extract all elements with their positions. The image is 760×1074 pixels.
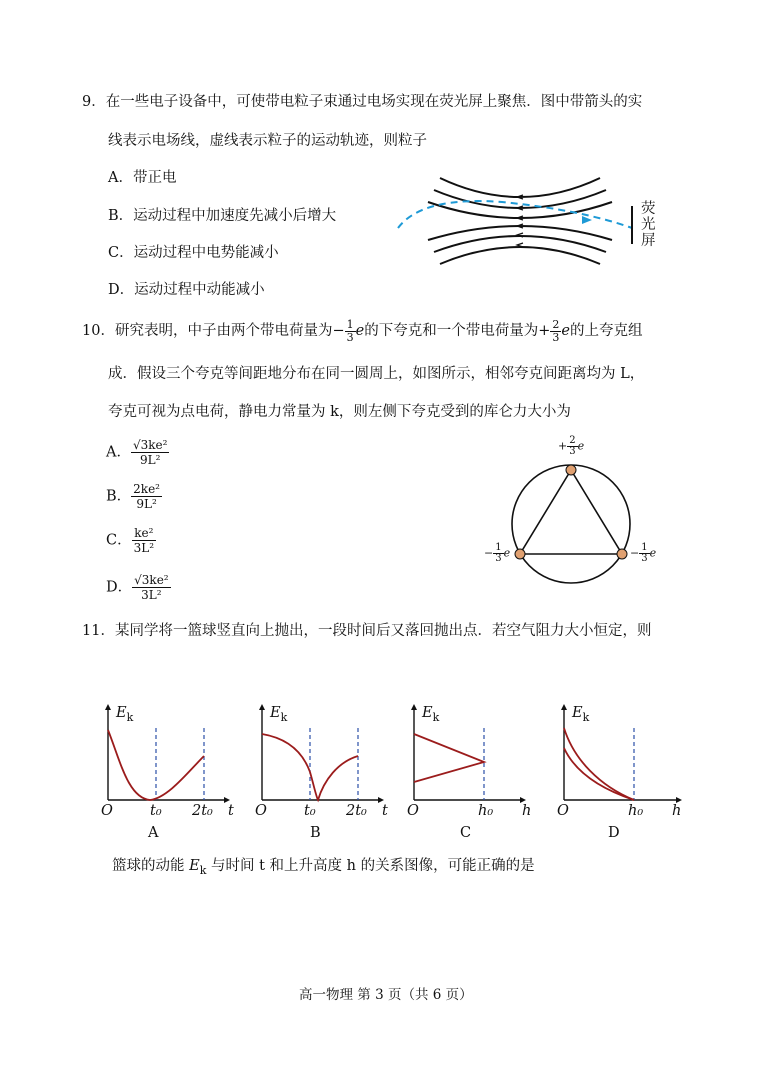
q9-option-d — [108, 281, 265, 299]
graph-a-tick1: t₀ — [150, 803, 162, 819]
q10-option-a: A． $\frac{\text{√3ke²}}{\text{9L²}}$ — [106, 438, 168, 467]
graph-d-ylabel: $E_k$ — [572, 705, 590, 724]
screen-label: 荧 光 屏 — [641, 201, 656, 249]
field-line — [440, 247, 600, 264]
ek-curve-down — [564, 748, 634, 800]
option-text: 运动过程中电势能减小 — [133, 245, 279, 261]
graph-c-xlabel: h — [522, 803, 532, 819]
particle-trajectory — [398, 201, 632, 228]
q9-stem-line1: 9．在一些电子设备中，可使带电粒子束通过电场实现在荧光屏上聚焦．图中带箭头的实 — [82, 94, 643, 110]
field-line — [440, 178, 600, 197]
q9-stem-line2: 线表示电场线，虚线表示粒子的运动轨迹，则粒子 — [108, 133, 427, 149]
option-letter: A． — [108, 170, 133, 186]
down-quark-left — [515, 549, 525, 559]
q9-option-b — [108, 207, 336, 225]
graph-d-label: D — [608, 825, 620, 841]
graph-a-ylabel: $E_k$ — [116, 705, 134, 724]
graph-d-origin: O — [557, 803, 569, 819]
graph-b-tick1: t₀ — [304, 803, 316, 819]
graph-b-xlabel: t — [382, 803, 388, 819]
graph-c-tick: h₀ — [478, 803, 494, 819]
option-fraction: $\frac{\text{2ke²}}{\text{9L²}}$ — [133, 482, 160, 511]
q10-stem-line3: 夸克可视为点电荷，静电力常量为 k，则左侧下夸克受到的库仑力大小为 — [108, 404, 571, 420]
circle — [512, 465, 630, 583]
graph-c-origin: O — [407, 803, 419, 819]
graph-c-ylabel: $E_k$ — [422, 705, 440, 724]
graph-a-label: A — [148, 825, 159, 841]
q10-stem-line2: 成．假设三个夸克等间距地分布在同一圆周上，如图所示，相邻夸克间距离均为 L， — [108, 366, 645, 382]
option-text: 运动过程中动能减小 — [134, 282, 265, 298]
option-letter: D． — [108, 282, 135, 298]
q9-option-c — [108, 244, 279, 262]
option-fraction: $\frac{\text{√3ke²}}{\text{9L²}}$ — [132, 438, 168, 467]
right-quark-label: − $\frac{1}{3}$ e — [630, 542, 657, 564]
option-letter: B． — [108, 208, 134, 224]
fraction: $\frac{1}{3}$ — [346, 317, 354, 344]
q10-option-b: B． $\frac{\text{2ke²}}{\text{9L²}}$ — [106, 482, 160, 511]
up-quark-label: + $\frac{2}{3}$ e — [558, 435, 585, 457]
graph-d-tick: h₀ — [628, 803, 644, 819]
down-quark-right — [617, 549, 627, 559]
graph-b-origin: O — [255, 803, 267, 819]
page-footer: 高一物理 第 3 页（共 6 页） — [299, 987, 473, 1003]
option-letter: C． — [108, 245, 134, 261]
graph-d-xlabel: h — [672, 803, 682, 819]
q10-option-c: C． $\frac{\text{ke²}}{\text{3L²}}$ — [106, 526, 155, 555]
q11-stem: 11．某同学将一篮球竖直向上抛出，一段时间后又落回抛出点．若空气阻力大小恒定，则 — [82, 623, 652, 639]
q9-field-diagram — [392, 172, 672, 276]
triangle — [520, 470, 622, 554]
fraction: $\frac{2}{3}$ — [552, 317, 560, 344]
option-text: 带正电 — [132, 170, 177, 186]
q10-stem-line1: 10．研究表明，中子由两个带电荷量为− $\frac{1}{3}$ e的下夸克和一个带电荷量为+ $\frac{2}{3}$ e的上夸克组 — [82, 317, 643, 344]
graph-a-origin: O — [101, 803, 113, 819]
option-fraction: $\frac{\text{ke²}}{\text{3L²}}$ — [133, 526, 155, 555]
q10-quark-diagram — [508, 462, 638, 588]
graph-a-xlabel: t — [228, 803, 234, 819]
q10-option-d: D． $\frac{\text{√3ke²}}{\text{3L²}}$ — [106, 573, 169, 602]
trajectory-arrow-icon — [582, 216, 592, 224]
option-fraction: $\frac{\text{√3ke²}}{\text{3L²}}$ — [134, 573, 169, 602]
field-line — [428, 226, 612, 240]
option-text: 运动过程中加速度先减小后增大 — [133, 208, 337, 224]
left-quark-label: − $\frac{1}{3}$ e — [484, 542, 511, 564]
field-line — [434, 190, 606, 208]
graph-b-tick2: 2t₀ — [346, 803, 367, 819]
graph-a-tick2: 2t₀ — [192, 803, 213, 819]
up-quark — [566, 465, 576, 475]
ek-lines — [414, 734, 484, 782]
graph-b-ylabel: $E_k$ — [270, 705, 288, 724]
q11-stem-end: 篮球的动能 $E_k$ 与时间 t 和上升高度 h 的关系图像，可能正确的是 — [112, 858, 535, 877]
q9-option-a — [108, 169, 176, 187]
graph-b-label: B — [310, 825, 321, 841]
graph-c-label: C — [460, 825, 472, 841]
